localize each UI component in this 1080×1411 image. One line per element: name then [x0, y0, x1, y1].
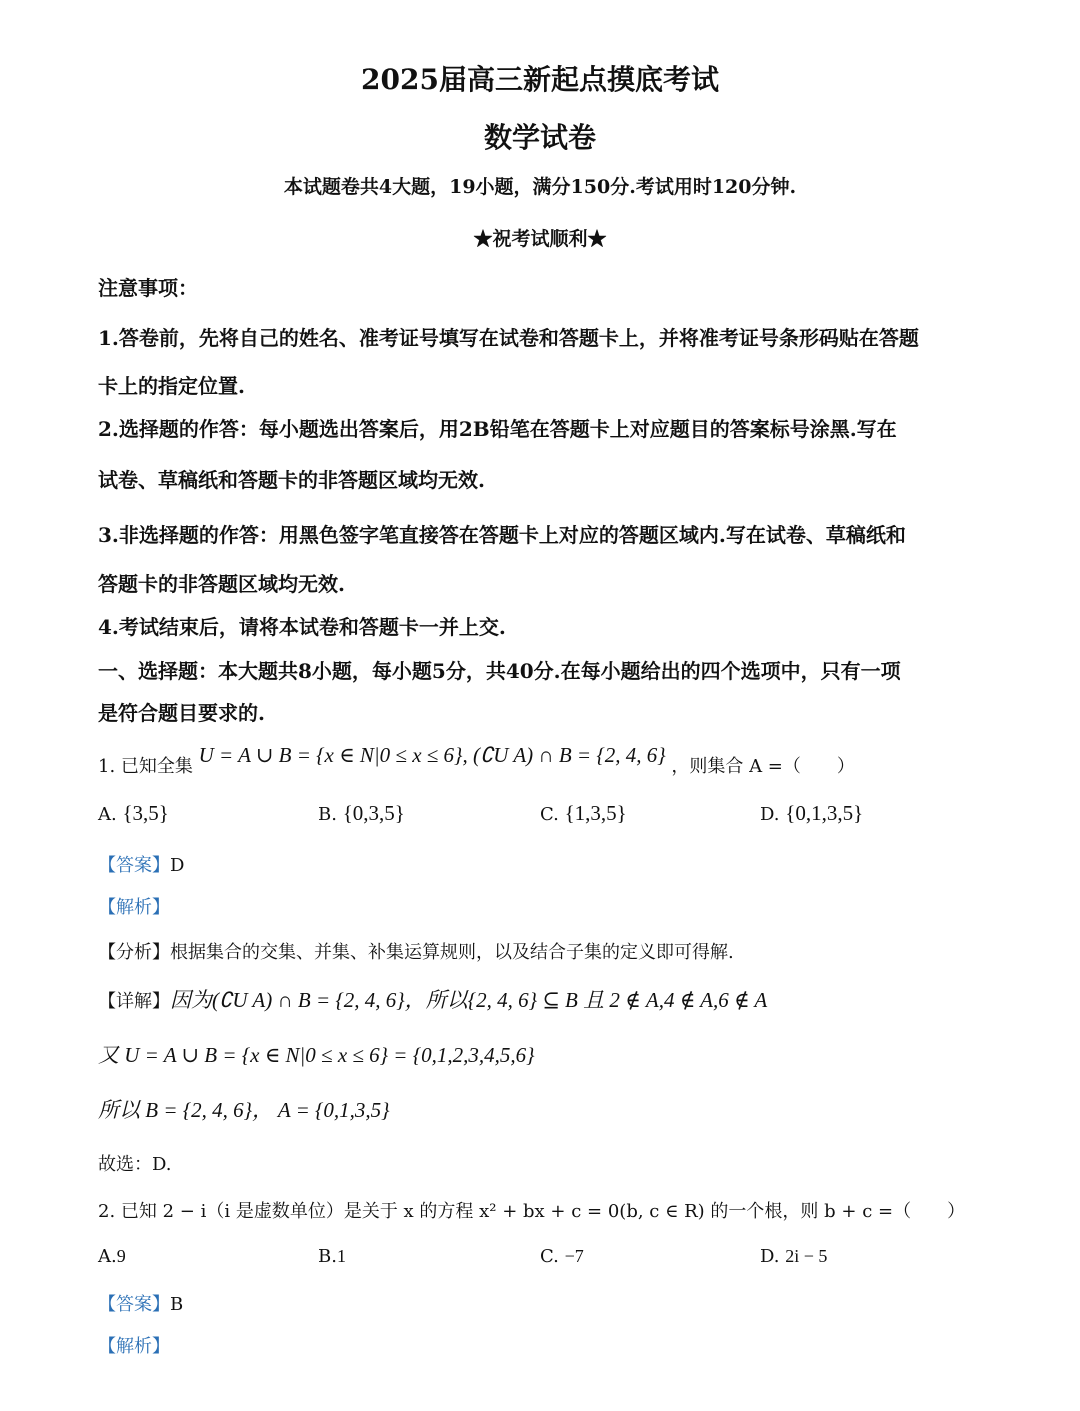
question-2-option-a: A.9	[98, 1246, 126, 1267]
question-1-fenxi: 【分析】根据集合的交集、并集、补集运算规则，以及结合子集的定义即可得解.	[98, 942, 734, 963]
section-1-line-1: 一、选择题：本大题共8小题，每小题5分，共40分.在每小题给出的四个选项中，只有一项	[98, 659, 901, 683]
note-3-line-1: 3.非选择题的作答：用黑色签字笔直接答在答题卡上对应的答题区域内.写在试卷、草稿纸和	[98, 523, 906, 547]
question-1-answer	[98, 851, 184, 877]
question-1-xiangjie-3: 所以 B = {2, 4, 6}， A = {0,1,3,5}	[98, 1098, 390, 1122]
question-2: 2. 已知 2 − i（i 是虚数单位）是关于 x 的方程 x² + bx + c = 0(b, c ∈ R) 的一个根，则 b + c =（ ）	[98, 1201, 966, 1222]
note-1-line-1: 1.答卷前，先将自己的姓名、准考证号填写在试卷和答题卡上，并将准考证号条形码贴在答题	[98, 326, 919, 350]
note-1-line-2: 卡上的指定位置.	[98, 374, 245, 398]
question-1	[98, 743, 855, 778]
question-2-option-d: D. 2i − 5	[760, 1246, 828, 1267]
exam-info: 本试题卷共4大题，19小题，满分150分.考试用时120分钟.	[283, 176, 797, 198]
answer-tag: 【答案】	[98, 855, 170, 876]
question-1-suffix: ，则集合 A =（ ）	[671, 756, 855, 777]
note-2-line-1: 2.选择题的作答：每小题选出答案后，用2B铅笔在答题卡上对应题目的答案标号涂黑.写在	[98, 417, 897, 441]
question-1-option-a: A. {3,5}	[98, 801, 169, 825]
section-1-line-2: 是符合题目要求的.	[98, 701, 265, 725]
question-2-option-c: C. −7	[540, 1246, 584, 1267]
note-4: 4.考试结束后，请将本试卷和答题卡一并上交.	[98, 615, 506, 639]
exam-subject: 数学试卷	[483, 121, 596, 154]
question-2-option-b: B.1	[318, 1246, 346, 1267]
note-2-line-2: 试卷、草稿纸和答题卡的非答题区域均无效.	[98, 468, 485, 492]
question-1-option-c: C. {1,3,5}	[540, 801, 627, 825]
question-1-choice: 故选：D.	[98, 1154, 172, 1175]
question-1-analysis-tag: 【解析】	[98, 897, 170, 918]
exam-title: 2025届高三新起点摸底考试	[361, 63, 719, 96]
question-1-xiangjie-2: 又 U = A ∪ B = {x ∈ N|0 ≤ x ≤ 6} = {0,1,2,3,4,5,6}	[98, 1043, 535, 1067]
note-3-line-2: 答题卡的非答题区域均无效.	[98, 572, 345, 596]
question-1-option-b: B. {0,3,5}	[318, 801, 405, 825]
question-2-analysis-tag: 【解析】	[98, 1336, 170, 1357]
question-1-prefix: 1. 已知全集	[98, 756, 193, 777]
question-2-answer: 【答案】B	[98, 1294, 184, 1315]
question-1-formula: U = A ∪ B = {x ∈ N|0 ≤ x ≤ 6}, (∁U A) ∩ B = {2, 4, 6}	[198, 743, 666, 767]
notes-heading: 注意事项：	[98, 276, 198, 300]
answer-value: D	[170, 855, 185, 876]
exam-wish: ★祝考试顺利★	[473, 228, 607, 250]
question-1-option-d: D. {0,1,3,5}	[760, 801, 864, 825]
question-1-xiangjie-1: 【详解】因为(∁U A) ∩ B = {2, 4, 6}，所以{2, 4, 6} ⊆ B 且 2 ∉ A,4 ∉ A,6 ∉ A	[98, 988, 768, 1012]
